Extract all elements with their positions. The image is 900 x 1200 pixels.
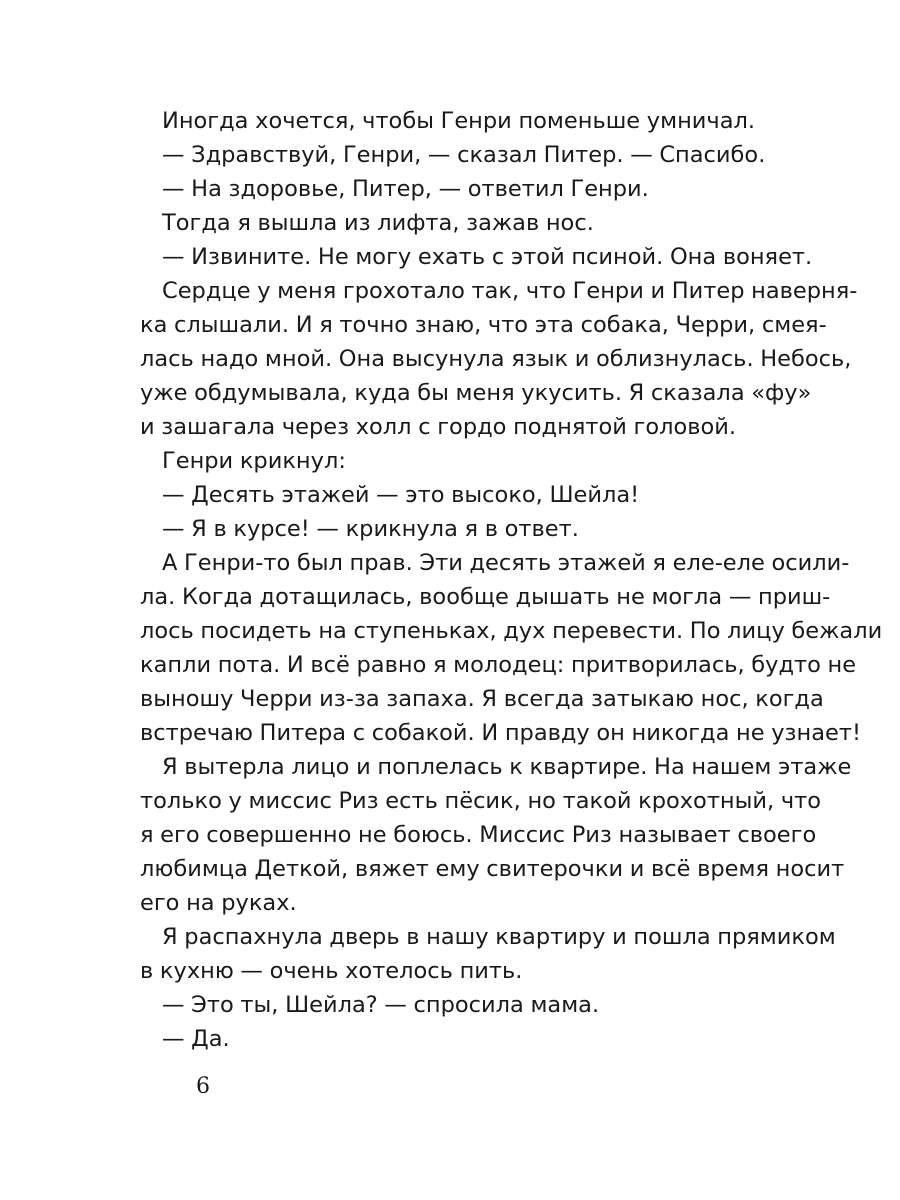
text-line: — Я в курсе! — крикнула я в ответ. <box>162 516 579 542</box>
text-line: капли пота. И всё равно я молодец: притворилась, будто не <box>140 652 857 678</box>
text-line: только у миссис Риз есть пёсик, но такой крохотный, что <box>140 788 822 814</box>
text-line: А Генри-то был прав. Эти десять этажей я еле-еле осили- <box>162 550 850 576</box>
text-line: лось посидеть на ступеньках, дух перевести. По лицу бежали <box>140 618 883 644</box>
text-line: Я вытерла лицо и поплелась к квартире. На нашем этаже <box>162 754 852 780</box>
text-line: Я распахнула дверь в нашу квартиру и пошла прямиком <box>162 924 836 950</box>
text-line: Генри крикнул: <box>162 448 346 474</box>
text-line: — Это ты, Шейла? — спросила мама. <box>162 992 600 1018</box>
text-line: — Да. <box>162 1026 230 1052</box>
text-line: ка слышали. И я точно знаю, что эта собака, Черри, смея- <box>140 312 827 338</box>
text-line: лась надо мной. Она высунула язык и облизнулась. Небось, <box>140 346 852 372</box>
text-line: Сердце у меня грохотало так, что Генри и Питер наверня- <box>162 278 858 304</box>
text-line: уже обдумывала, куда бы меня укусить. Я сказала «фу» <box>140 380 812 406</box>
text-line: в кухню — очень хотелось пить. <box>140 958 523 984</box>
page-number: 6 <box>196 1074 210 1099</box>
text-line: и зашагала через холл с гордо поднятой головой. <box>140 414 737 440</box>
text-line: — На здоровье, Питер, — ответил Генри. <box>162 176 649 202</box>
text-line: я его совершенно не боюсь. Миссис Риз называет своего <box>140 822 817 848</box>
text-line: выношу Черри из-за запаха. Я всегда затыкаю нос, когда <box>140 686 824 712</box>
text-line: встречаю Питера с собакой. И правду он никогда не узнает! <box>140 720 861 746</box>
text-line: Тогда я вышла из лифта, зажав нос. <box>162 210 594 236</box>
text-line: любимца Деткой, вяжет ему свитерочки и всё время носит <box>140 856 845 882</box>
text-line: его на руках. <box>140 890 297 916</box>
text-line: ла. Когда дотащилась, вообще дышать не могла — приш- <box>140 584 831 610</box>
text-line: Иногда хочется, чтобы Генри поменьше умничал. <box>162 108 756 134</box>
text-line: — Десять этажей — это высоко, Шейла! <box>162 482 640 508</box>
body-text <box>140 104 883 1056</box>
text-line: — Извините. Не могу ехать с этой псиной. Она воняет. <box>162 244 813 270</box>
text-line: — Здравствуй, Генри, — сказал Питер. — Спасибо. <box>162 142 766 168</box>
